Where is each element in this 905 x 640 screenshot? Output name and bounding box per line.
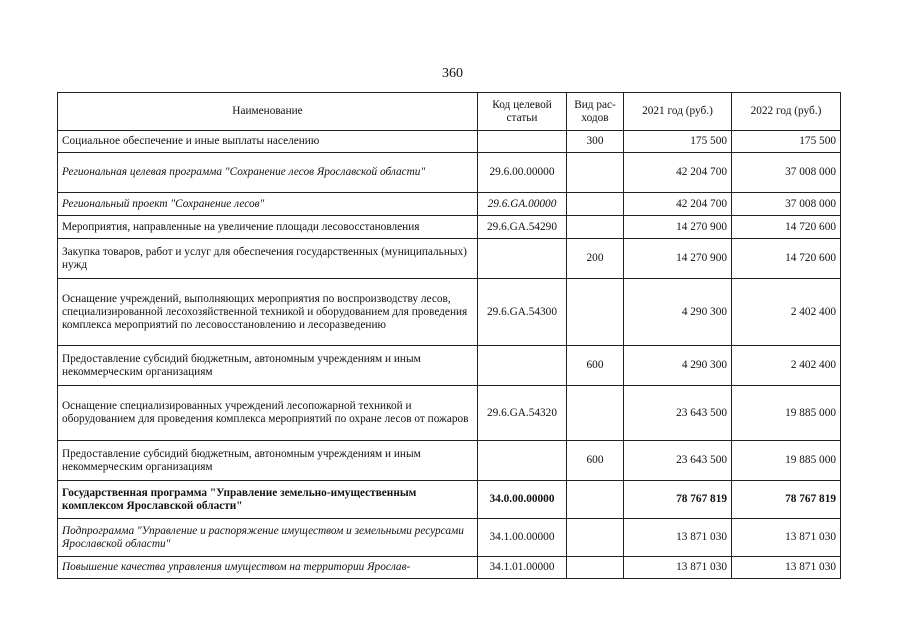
row-2021: 14 270 900	[624, 216, 732, 239]
row-name: Закупка товаров, работ и услуг для обеспечения государственных (муниципальных) нужд	[58, 239, 478, 279]
header-type: Вид рас- ходов	[567, 93, 624, 131]
row-code: 34.1.00.00000	[478, 519, 567, 557]
row-2022: 2 402 400	[732, 279, 841, 346]
row-2022: 19 885 000	[732, 386, 841, 441]
budget-table	[57, 92, 841, 579]
row-name: Мероприятия, направленные на увеличение площади лесовосстановления	[58, 216, 478, 239]
row-2021: 78 767 819	[624, 481, 732, 519]
row-name: Предоставление субсидий бюджетным, автономным учреждениям и иным некоммерческим организациям	[58, 441, 478, 481]
row-2021: 4 290 300	[624, 279, 732, 346]
row-2021: 14 270 900	[624, 239, 732, 279]
row-type	[567, 279, 624, 346]
table-row	[58, 346, 841, 386]
row-name: Подпрограмма "Управление и распоряжение имуществом и земельными ресурсами Ярославской области"	[58, 519, 478, 557]
row-2021: 23 643 500	[624, 441, 732, 481]
row-type	[567, 481, 624, 519]
header-2022: 2022 год (руб.)	[732, 93, 841, 131]
row-2021: 13 871 030	[624, 557, 732, 579]
table-row	[58, 131, 841, 153]
table-row	[58, 193, 841, 216]
row-type: 200	[567, 239, 624, 279]
row-2022: 175 500	[732, 131, 841, 153]
table-row	[58, 279, 841, 346]
table-row	[58, 153, 841, 193]
row-code: 29.6.GA.00000	[478, 193, 567, 216]
table-row	[58, 481, 841, 519]
row-code: 29.6.GA.54320	[478, 386, 567, 441]
row-2022: 13 871 030	[732, 519, 841, 557]
row-type: 600	[567, 441, 624, 481]
row-2022: 37 008 000	[732, 153, 841, 193]
row-code: 29.6.GA.54300	[478, 279, 567, 346]
row-name: Региональная целевая программа "Сохранение лесов Ярославской области"	[58, 153, 478, 193]
row-code: 29.6.00.00000	[478, 153, 567, 193]
row-type	[567, 193, 624, 216]
row-type	[567, 153, 624, 193]
row-2022: 2 402 400	[732, 346, 841, 386]
row-code	[478, 441, 567, 481]
row-2022: 37 008 000	[732, 193, 841, 216]
row-2022: 13 871 030	[732, 557, 841, 579]
row-type	[567, 557, 624, 579]
row-code	[478, 239, 567, 279]
row-2021: 175 500	[624, 131, 732, 153]
row-2022: 19 885 000	[732, 441, 841, 481]
row-name: Государственная программа "Управление земельно-имущественным комплексом Ярославской области"	[58, 481, 478, 519]
table-row	[58, 557, 841, 579]
row-2021: 23 643 500	[624, 386, 732, 441]
table-row	[58, 386, 841, 441]
row-2021: 13 871 030	[624, 519, 732, 557]
table-row	[58, 239, 841, 279]
row-name: Социальное обеспечение и иные выплаты населению	[58, 131, 478, 153]
row-type: 600	[567, 346, 624, 386]
header-2021: 2021 год (руб.)	[624, 93, 732, 131]
row-type	[567, 519, 624, 557]
table-header-row	[58, 93, 841, 131]
row-code	[478, 131, 567, 153]
row-name: Оснащение учреждений, выполняющих мероприятия по воспроизводству лесов, специализированной лесохозяйственной техникой и оборудованием для проведения комплекса мероприятий по лесовосстановлению и лесоразведению	[58, 279, 478, 346]
row-2021: 42 204 700	[624, 153, 732, 193]
row-2022: 14 720 600	[732, 239, 841, 279]
page-number: 360	[442, 66, 463, 81]
header-code: Код целевой статьи	[478, 93, 567, 131]
row-code: 34.0.00.00000	[478, 481, 567, 519]
row-type: 300	[567, 131, 624, 153]
row-type	[567, 386, 624, 441]
row-code: 29.6.GA.54290	[478, 216, 567, 239]
row-name: Оснащение специализированных учреждений лесопожарной техникой и оборудованием для проведения комплекса мероприятий по охране лесов от пожаров	[58, 386, 478, 441]
row-2021: 42 204 700	[624, 193, 732, 216]
header-name: Наименование	[58, 93, 478, 131]
row-code	[478, 346, 567, 386]
row-2022: 14 720 600	[732, 216, 841, 239]
row-name: Региональный проект "Сохранение лесов"	[58, 193, 478, 216]
table-row	[58, 216, 841, 239]
row-name: Повышение качества управления имуществом на территории Ярослав-	[58, 557, 478, 579]
row-2022: 78 767 819	[732, 481, 841, 519]
row-2021: 4 290 300	[624, 346, 732, 386]
row-code: 34.1.01.00000	[478, 557, 567, 579]
table-row	[58, 519, 841, 557]
row-type	[567, 216, 624, 239]
table-row	[58, 441, 841, 481]
row-name: Предоставление субсидий бюджетным, автономным учреждениям и иным некоммерческим организациям	[58, 346, 478, 386]
